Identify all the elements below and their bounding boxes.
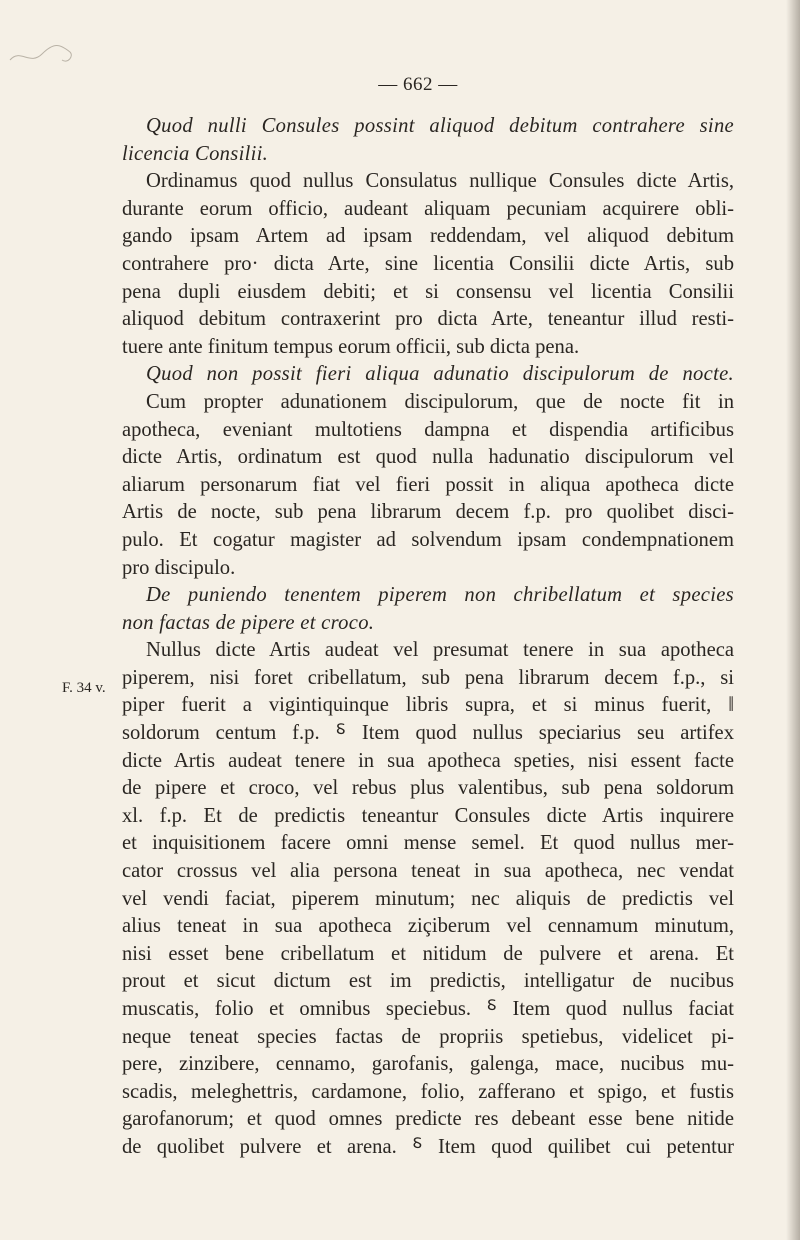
body-text-line: Ordinamus quod nullus Consulatus nullique Consules dicte Artis, (146, 170, 734, 193)
pencil-scribble-mark (8, 38, 78, 68)
section-heading-line: De puniendo tenentem piperem non chribellatum et species (146, 584, 734, 607)
body-text-line: dicte Artis audeat tenere in sua apotheca speties, nisi essent facte (122, 749, 734, 772)
body-text-line: prout et sicut dictum est im predictis, intelligatur de nucibus (122, 970, 734, 993)
body-text-line: de pipere et croco, vel rebus plus valentibus, sub pena soldorum (122, 777, 734, 800)
body-text-line: vel vendi faciat, piperem minutum; nec aliquis de predictis vel (122, 887, 734, 910)
body-text-line: aliarum personarum fiat vel fieri possit in aliqua apotheca dicte (122, 473, 734, 496)
body-text-line: muscatis, folio et omnibus speciebus. ⸹ Item quod nullus faciat (122, 998, 734, 1020)
body-text-line: aliquod debitum contraxerint pro dicta Arte, teneantur illud resti- (122, 308, 734, 331)
body-text-line: soldorum centum f.p. ⸹ Item quod nullus speciarius seu artifex (122, 722, 734, 745)
section-heading-line: non factas de pipere et croco. (122, 611, 375, 634)
body-text-line: contrahere pro· dicta Arte, sine licentia Consilii dicte Artis, sub (122, 252, 734, 275)
page-edge-shadow (786, 0, 800, 1240)
body-text-line: piperem, nisi foret cribellatum, sub pena librarum decem f.p., si (122, 666, 734, 689)
body-text-line: neque teneat species factas de propriis spetiebus, videlicet pi- (122, 1025, 734, 1048)
body-text-line: pulo. Et cogatur magister ad solvendum ipsam condempnationem (122, 528, 734, 551)
body-text-line: nisi esset bene cribellatum et nitidum de pulvere et arena. Et (122, 942, 734, 965)
page-number: — 662 — (378, 74, 458, 95)
body-text-line: Nullus dicte Artis audeat vel presumat tenere in sua apotheca (146, 639, 734, 662)
document-body (122, 113, 734, 1162)
body-text-line: Cum propter adunationem discipulorum, que de nocte fit in (146, 390, 734, 413)
section-heading-line: Quod nulli Consules possint aliquod debitum contrahere sine (146, 115, 734, 137)
body-text-line: piper fuerit a vigintiquinque libris supra, et si minus fuerit, ‖ (122, 694, 734, 717)
body-text-line: pere, zinzibere, cennamo, garofanis, galenga, mace, nucibus mu- (122, 1053, 734, 1076)
body-text-line: dicte Artis, ordinatum est quod nulla hadunatio discipulorum vel (122, 446, 734, 469)
body-text-line: apotheca, eveniant multotiens dampna et dispendia artificibus (122, 418, 734, 441)
body-text-line: scadis, meleghettris, cardamone, folio, zafferano et spigo, et fustis (122, 1080, 734, 1103)
body-text-line: durante eorum officio, audeant aliquam pecuniam acquirere obli- (122, 197, 734, 220)
section-heading-line: licencia Consilii. (122, 142, 269, 165)
body-text-line: Artis de nocte, sub pena librarum decem f.p. pro quolibet disci- (122, 501, 734, 524)
margin-folio-note: F. 34 v. (62, 680, 106, 696)
body-text-line: de quolibet pulvere et arena. ⸹ Item quod quilibet cui petentur (122, 1135, 734, 1158)
section-heading-line: Quod non possit fieri aliqua adunatio discipulorum de nocte. (146, 363, 734, 386)
body-text-line: garofanorum; et quod omnes predicte res debeant esse bene nitide (122, 1108, 734, 1131)
body-text-line: gando ipsam Artem ad ipsam reddendam, vel aliquod debitum (122, 225, 734, 248)
body-text-line: pro discipulo. (122, 556, 236, 579)
body-text-line: xl. f.p. Et de predictis teneantur Consules dicte Artis inquirere (122, 804, 734, 827)
body-text-line: cator crossus vel alia persona teneat in sua apotheca, nec vendat (122, 860, 734, 883)
body-text-line: et inquisitionem facere omni mense semel. Et quod nullus mer- (122, 832, 734, 855)
body-text-line: tuere ante finitum tempus eorum officii, sub dicta pena. (122, 335, 580, 358)
body-text-line: alius teneat in sua apotheca ziçiberum vel cennamum minutum, (122, 915, 734, 938)
body-text-line: pena dupli eiusdem debiti; et si consensu vel licentia Consilii (122, 280, 734, 303)
